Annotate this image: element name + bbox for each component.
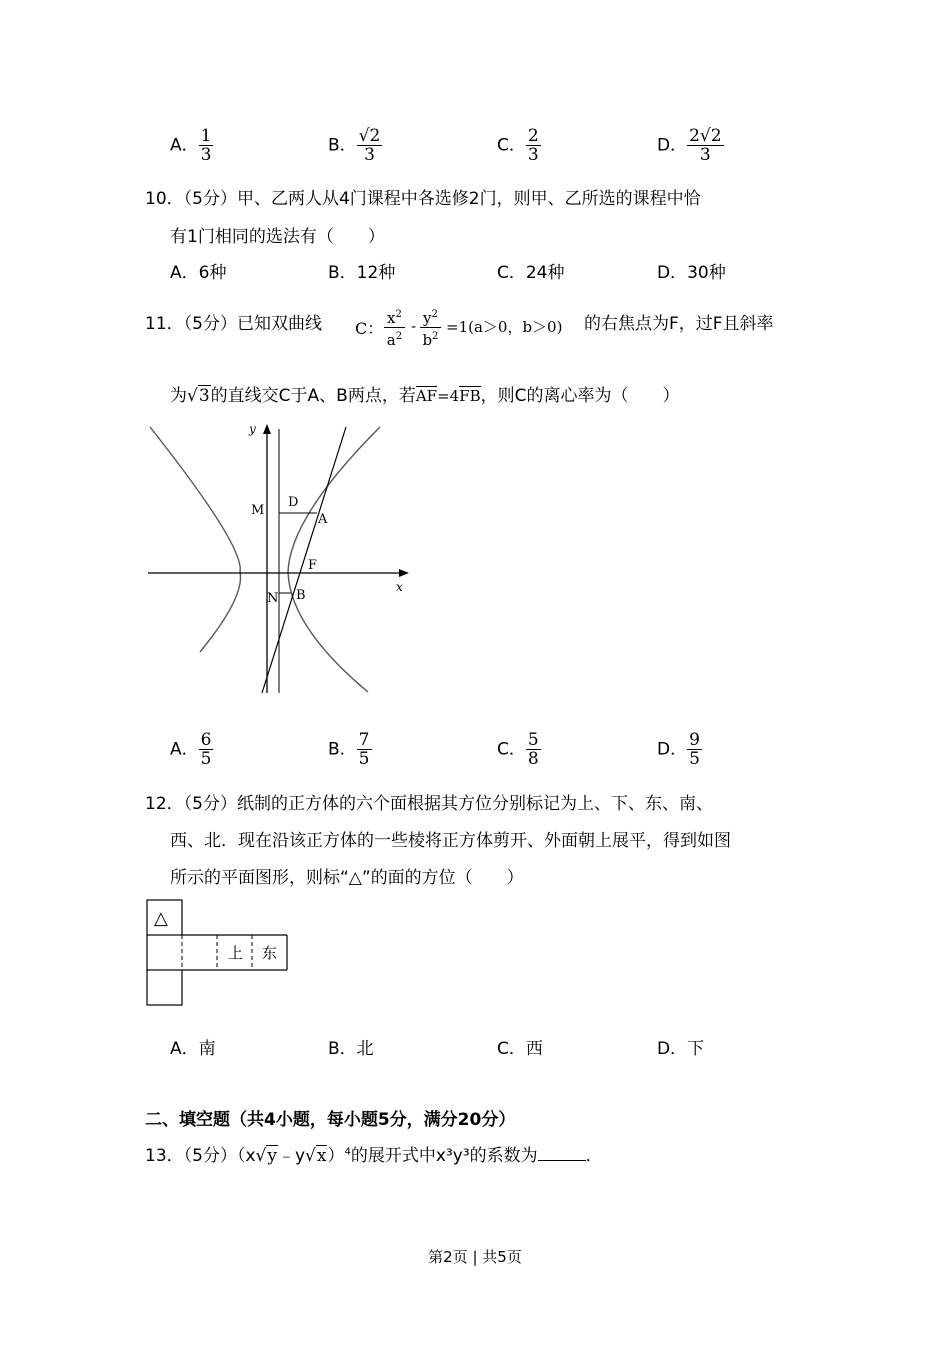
denominator: 5 [689,749,700,769]
exponent: 2 [395,331,403,342]
q12-line1: 12．（5分）纸制的正方体的六个面根据其方位分别标记为上、下、东、南、 [145,794,713,814]
q9-option-d [657,127,724,164]
radicand: x [316,1146,327,1166]
fraction [357,731,372,768]
denominator: 5 [200,749,212,769]
minus-sign: - [411,317,417,335]
q12-line2: 西、北．现在沿该正方体的一些棱将正方体剪开、外面朝上展平，得到如图 [170,831,731,851]
text: 为 [170,386,187,406]
option-label: D． [657,739,688,760]
exponent: 2 [395,309,402,320]
cube-net-figure [146,899,290,1009]
denominator: 8 [527,749,539,769]
denominator: 3 [527,145,539,165]
q11-y-fraction [420,306,441,349]
option-label: A． [170,739,199,760]
option-label: B． [328,135,357,156]
q10-line1: 10．（5分）甲、乙两人从4门课程中各选修2门，则甲、乙所选的课程中恰 [145,189,701,209]
sqrt-y: √y [255,1146,277,1166]
q12-option-c: C．西 [497,1039,543,1059]
q10-option-d: D．30种 [657,263,726,283]
page-footer: 第2页 | 共5页 [428,1248,522,1266]
q11-line1-suffix: 的右焦点为F，过F且斜率 [584,314,774,334]
slope-line [262,427,346,693]
numerator: 7 [358,730,370,750]
b-symbol: b [422,331,433,349]
vector-af [416,386,437,405]
radicand: 3 [198,386,210,406]
label-a: A [318,512,328,527]
hyperbola-left-branch [150,427,241,652]
numerator: 2 [527,126,539,146]
sqrt3: √3 [187,386,210,406]
x-symbol: x [387,309,396,327]
net-face-bottom-left [147,970,182,1005]
q11-x-fraction [384,306,405,349]
q9-option-b [328,127,382,164]
fraction [199,127,214,164]
hyperbola-figure [145,417,410,695]
sqrt-x: √x [305,1146,327,1166]
fraction [357,127,383,164]
label-y-axis: M [251,503,265,518]
option-label: C． [497,739,526,760]
numerator: √2 [358,126,381,146]
denominator: 3 [699,145,711,165]
q12-line3: 所示的平面图形，则标“△”的面的方位（ ） [170,868,524,888]
text: 13．（5分）（x [145,1146,256,1166]
fraction [199,731,214,768]
section-heading: 二、填空题（共4小题，每小题5分，满分20分） [145,1110,516,1130]
fraction [687,731,702,768]
numerator: 6 [200,730,212,750]
exponent: 4 [344,1146,351,1158]
label-x: x [396,580,403,594]
numerator: 5 [527,730,539,750]
numerator: 1 [200,126,212,146]
fraction [687,127,723,164]
option-label: A． [170,135,199,156]
label-b: B [296,588,306,603]
label-y: y [249,422,256,436]
fraction [526,127,541,164]
y-symbol: y [423,309,432,327]
text: 的展开式中x³y³的系数为 [350,1146,538,1166]
q10-option-c: C．24种 [497,263,565,283]
vector-label: AF [415,387,438,405]
option-label: B． [328,739,357,760]
exponent: 2 [432,331,439,342]
numerator: 2√2 [689,126,722,146]
denominator: 3 [200,145,212,165]
net-east-label: 东 [262,944,278,962]
label-d: D [288,495,299,510]
denominator: 3 [364,145,375,165]
q12-option-d: D．下 [657,1039,705,1059]
q11-curve-name: C： [355,319,384,338]
label-f: F [308,558,318,573]
q10-option-b: B．12种 [328,263,396,283]
q11-option-b [328,731,372,768]
q11-option-a [170,731,213,768]
option-label: D． [657,135,688,156]
net-up-label: 上 [228,944,244,962]
q11-condition: =1(a＞0，b＞0) [446,318,563,336]
y-axis-arrow [263,424,271,434]
answer-blank [538,1146,586,1161]
q12-option-b: B．北 [328,1039,374,1059]
q10-line2: 有1门相同的选法有（ ） [170,227,385,247]
q9-option-c [497,127,541,164]
fraction [526,731,541,768]
exponent: 2 [431,309,438,320]
text: ． [585,1146,603,1166]
text: ﹣y [277,1146,306,1166]
label-n: N [267,591,279,606]
text: 的直线交C于A、B两点，若 [210,386,416,406]
q12-option-a: A．南 [170,1039,216,1059]
q10-option-a: A．6种 [170,263,227,283]
vector-fb [459,386,480,405]
q9-option-a [170,127,213,164]
net-triangle-label: △ [154,908,168,929]
x-axis-arrow [399,569,409,577]
numerator: 9 [689,730,700,750]
q11-option-c [497,731,541,768]
radicand: y [267,1146,277,1166]
denominator: 5 [358,749,370,769]
q11-line2 [170,381,680,406]
q11-option-d [657,731,702,768]
vector-label: FB [459,387,481,405]
option-label: C． [497,135,526,156]
equals-four: =4 [437,387,460,405]
q11-line1-prefix: 11．（5分）已知双曲线 [145,314,322,334]
a-symbol: a [386,331,396,349]
text: ，则C的离心率为（ ） [480,386,680,406]
q13-line: 13．（5分）（x√y﹣y√x）$^4$的展开式中x³y³的系数为 ． [145,1146,603,1166]
